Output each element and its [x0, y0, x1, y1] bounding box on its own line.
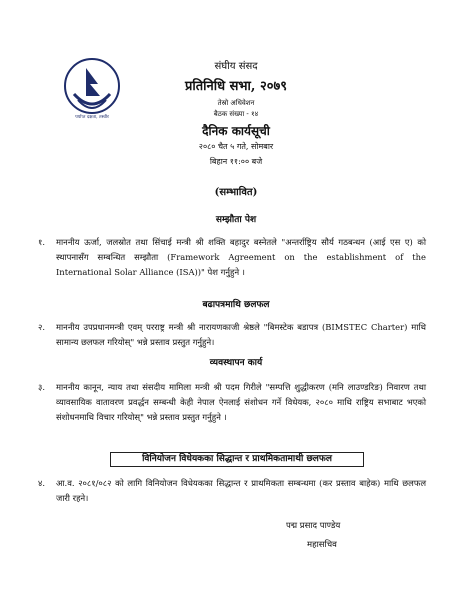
svg-text:पर्याप्त दक्षता, तस्वीर: पर्याप्त दक्षता, तस्वीर [75, 115, 109, 120]
agenda-item-1 [38, 235, 426, 280]
agenda-item-2 [38, 320, 426, 350]
item-number: ४. [38, 478, 46, 488]
meeting-time: बिहान ११:०० बजे [209, 157, 263, 166]
item-text: आ.व. २०८१/०८२ को लागि विनियोजन विधेयकका सिद्धान्त र प्राथमिकता सम्बन्धमा (कर प्रस्ताव बाहेक) माथि छलफल जारी रहने। [56, 478, 426, 503]
meeting-date: २०८० चैत ५ गते, सोमबार [198, 142, 274, 151]
house-title: प्रतिनिधि सभा, २०७९ [184, 79, 288, 94]
session-label: तेस्रो अधिवेशन [217, 99, 255, 107]
agenda-item-3 [38, 380, 426, 425]
section-heading-appropriation: विनियोजन विधेयकका सिद्धान्त र प्राथमिकतामाथी छलफल [110, 452, 364, 467]
item-number: १. [38, 237, 46, 247]
section-heading-legislation: व्यवस्थापन कार्य [209, 358, 263, 368]
agenda-item-4 [38, 476, 426, 506]
item-number: २. [38, 322, 46, 332]
tentative-label: (सम्भावित) [214, 187, 258, 198]
signatory-title: महासचिव [307, 540, 337, 550]
section-heading-agreement: सम्झौता पेश [215, 215, 257, 225]
item-number: ३. [38, 382, 46, 392]
signatory-name: पद्म प्रसाद पाण्डेय [286, 521, 341, 531]
item-text: माननीय कानून, न्याय तथा संसदीय मामिला मन्त्री श्री पदम गिरीले "सम्पत्ति शुद्धीकरण (मनि लाउण्डरिङ) निवारण तथा व्यावसायिक वातावरण प्रवर्द्धन सम्बन्धी केही नेपाल ऐनलाई संशोधन गर्ने विधेयक, २०८० माथि राष्ट्रिय सभाबाट भएको संशोधनमाथि विचार गरियोस्" भन्ने प्रस्ताव प्रस्तुत गर्नुहुने । [56, 382, 426, 422]
meeting-number: बैठक संख्या - १४ [213, 110, 259, 118]
page-title: दैनिक कार्यसूची [202, 124, 270, 138]
item-text: माननीय उपप्रधानमन्त्री एवम् परराष्ट्र मन्त्री श्री नारायणकाजी श्रेष्ठले "बिमस्टेक बडापत्र (BIMSTEC Charter) माथि सामान्य छलफल गरियोस्" भन्ने प्रस्ताव प्रस्तुत गर्नुहुने। [56, 322, 426, 347]
item-text: माननीय ऊर्जा, जलस्रोत तथा सिंचाई मन्त्री श्री शक्ति बहादुर बस्नेतले "अन्तर्राष्ट्रिय सौर्य गठबन्धन (आई एस ए) को स्थापनासँग सम्बन्धित सम्झौता (Framework Agreement on the establishment of the International Solar Alliance (ISA))" पेश गर्नुहुने । [56, 237, 426, 277]
section-heading-charter: बढापत्रमाथि छलफल [202, 300, 270, 310]
parliament-name: संघीय संसद [214, 61, 258, 72]
